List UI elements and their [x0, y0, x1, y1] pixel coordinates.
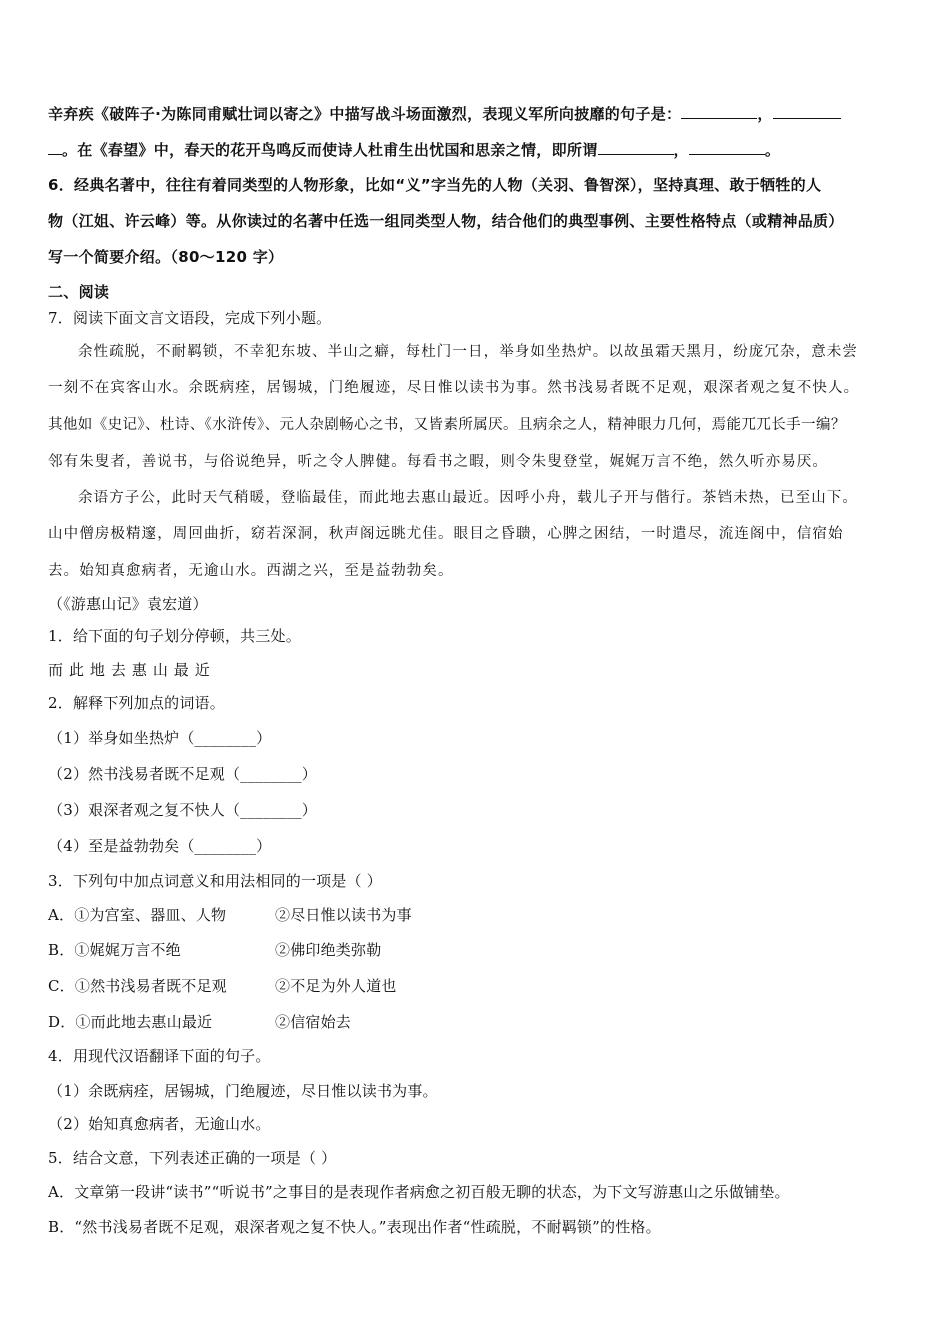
passage-line: 余语方子公，此时天气稍暖，登临最佳，而此地去惠山最近。因呼小舟，载儿子开与偕行。茶铛未热，已至山下。 [78, 490, 858, 506]
q7-stem: 7．阅读下面文言文语段，完成下列小题。 [48, 309, 332, 327]
sub2-stem: 2．解释下列加点的词语。 [48, 694, 225, 712]
answer-blank[interactable] [773, 104, 841, 119]
sub4-item: （2）始知真愈病者，无逾山水。 [48, 1115, 271, 1133]
sub2-item: （2）然书浅易者既不足观（________） [48, 765, 317, 783]
sub3-option-c[interactable]: C．①然书浅易者既不足观 ②不足为外人道也 [48, 977, 397, 995]
passage-line: 邻有朱叟者，善说书，与俗说绝异，听之令人脾健。每看书之暇，则令朱叟登堂，娓娓万言不绝，然久听亦易厌。 [48, 454, 828, 470]
q5-line-2: 。在《春望》中，春天的花开鸟鸣反而使诗人杜甫生出忧国和思亲之情，即所谓 ， 。 [48, 140, 780, 160]
sub4-stem: 4．用现代汉语翻译下面的句子。 [48, 1047, 271, 1065]
passage-source: （《游惠山记》袁宏道） [48, 595, 208, 613]
sub3-option-b[interactable]: B．①娓娓万言不绝 ②佛印绝类弥勒 [48, 941, 382, 959]
q6-line-3: 写一个简要介绍。（80～120 字） [48, 248, 284, 266]
answer-blank[interactable] [681, 104, 757, 119]
section-heading: 二、阅读 [48, 283, 110, 301]
q6-line-1: 6．经典名著中，往往有着同类型的人物形象，比如“义”字当先的人物（关羽、鲁智深），坚持真理、敢于牺牲的人 [48, 176, 822, 194]
sub5-option-a[interactable]: A．文章第一段讲“读书”“听说书”之事目的是表现作者病愈之初百般无聊的状态，为下文写游惠山之乐做铺垫。 [48, 1183, 790, 1201]
sub3-stem: 3．下列句中加点词意义和用法相同的一项是（ ） [48, 872, 382, 890]
sub1-sentence: 而 此 地 去 惠 山 最 近 [48, 661, 211, 679]
passage-line: 山中僧房极精邃，周回曲折，窈若深洞，秋声阁远眺尤佳。眼目之昏聩，心脾之困结，一时遣尽，流连阁中，信宿始 [48, 526, 844, 542]
sub2-item: （4）至是益勃勃矣（________） [48, 837, 272, 855]
sub2-item: （1）举身如坐热炉（________） [48, 729, 272, 747]
sub2-item: （3）艰深者观之复不快人（________） [48, 801, 317, 819]
sub4-item: （1）余既病痊，居锡城，门绝履迹，尽日惟以读书为事。 [48, 1082, 438, 1100]
answer-blank[interactable] [48, 140, 62, 155]
answer-blank[interactable] [598, 140, 674, 155]
passage-line: 一刻不在宾客山水。余既病痊，居锡城，门绝履迹，尽日惟以读书为事。然书浅易者既不足观，艰深者观之复不快人。 [48, 380, 860, 396]
sub3-option-d[interactable]: D．①而此地去惠山最近 ②信宿始去 [48, 1013, 352, 1031]
sub5-option-b[interactable]: B．“然书浅易者既不足观，艰深者观之复不快人。”表现出作者“性疏脱，不耐羁锁”的性格。 [48, 1218, 661, 1236]
passage-line: 余性疏脱，不耐羁锁，不幸犯东坡、半山之癖，每杜门一日，举身如坐热炉。以故虽霜天黑月，纷庞冗杂，意未尝 [78, 344, 858, 360]
sub5-stem: 5．结合文意，下列表述正确的一项是（ ） [48, 1149, 337, 1167]
passage-line: 其他如《史记》、杜诗、《水浒传》、元人杂剧畅心之书，又皆素所属厌。且病余之人，精神眼力几何，焉能兀兀长手一编？ [48, 417, 846, 433]
q5-line-1: 辛弃疾《破阵子·为陈同甫赋壮词以寄之》中描写战斗场面激烈，表现义军所向披靡的句子是： ， [48, 104, 841, 124]
sub1-stem: 1．给下面的句子划分停顿，共三处。 [48, 627, 301, 645]
q6-line-2: 物（江姐、许云峰）等。从你读过的名著中任选一组同类型人物，结合他们的典型事例、主要性格特点（或精神品质） [48, 212, 844, 230]
answer-blank[interactable] [689, 140, 765, 155]
sub3-option-a[interactable]: A．①为宫室、器皿、人物 ②尽日惟以读书为事 [48, 906, 412, 924]
passage-line: 去。始知真愈病者，无逾山水。西湖之兴，至是益勃勃矣。 [48, 563, 454, 579]
